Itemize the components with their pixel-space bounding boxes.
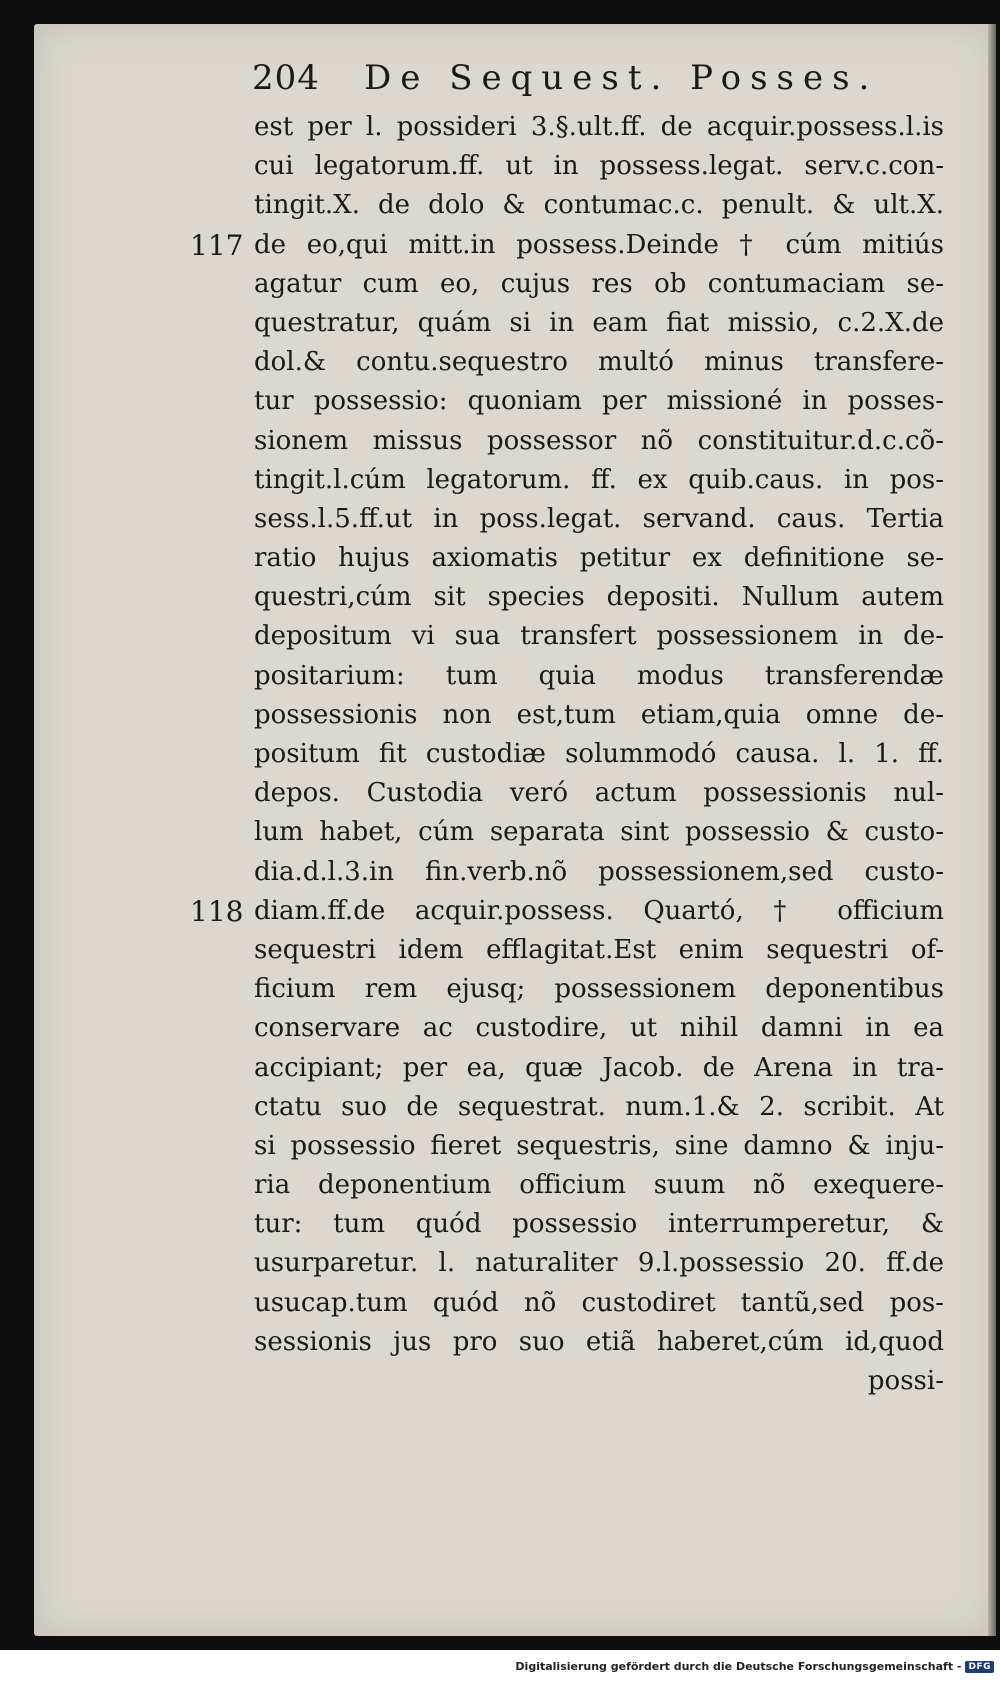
text-line xyxy=(254,1049,944,1088)
line-text: questri,cúm sit species depositi. Nullum autem xyxy=(254,582,944,613)
line-text: questratur, quám si in eam fiat missio, c.2.X.de xyxy=(254,307,944,338)
margin-number: 118 xyxy=(190,894,244,928)
text-line xyxy=(190,892,944,931)
page-edge xyxy=(988,24,996,1636)
line-text: cui legatorum.ff. ut in possess.legat. serv.c.con- xyxy=(254,151,944,182)
line-text: positum fit custodiæ solummodó causa. l. 1. ff. xyxy=(254,739,944,769)
text-line xyxy=(254,1127,944,1166)
text-line xyxy=(254,461,944,500)
body-text xyxy=(190,108,944,1401)
line-text: lum habet, cúm separata sint possessio & custo- xyxy=(254,817,944,848)
text-line xyxy=(254,813,944,852)
text-line xyxy=(254,931,944,970)
line-text: tur: tum quód possessio interrumperetur, & xyxy=(254,1209,944,1240)
text-line xyxy=(254,657,944,696)
line-text: est per l. possideri 3.§.ult.ff. de acquir.possess.l.is xyxy=(254,112,944,142)
line-text: ctatu suo de sequestrat. num.1.& 2. scribit. At xyxy=(254,1091,944,1122)
line-text: de eo,qui mitt.in possess.Deinde † cúm mitiús xyxy=(254,229,944,260)
line-text: usucap.tum quód nõ custodiret tantũ,sed pos- xyxy=(254,1287,944,1318)
text-line xyxy=(254,617,944,656)
line-text: positarium: tum quia modus transferendæ xyxy=(254,660,944,691)
line-text: accipiant; per ea, quæ Jacob. de Arena in tra- xyxy=(254,1052,944,1083)
text-line xyxy=(254,422,944,461)
credit-text: Digitalisierung gefördert durch die Deutsche Forschungsgemeinschaft - xyxy=(515,1660,962,1673)
text-line xyxy=(254,735,944,774)
line-text: ficium rem ejusq; possessionem deponentibus xyxy=(254,974,944,1005)
text-line xyxy=(254,1284,944,1323)
text-line xyxy=(254,147,944,186)
line-text: conservare ac custodire, ut nihil damni in ea xyxy=(254,1013,944,1044)
running-head: De Sequest. Posses. xyxy=(364,58,879,98)
line-text: agatur cum eo, cujus res ob contumaciam se- xyxy=(254,268,944,299)
line-text: si possessio fieret sequestris, sine damno & inju- xyxy=(254,1130,944,1161)
text-line xyxy=(254,1244,944,1283)
text-line xyxy=(254,1205,944,1244)
text-line xyxy=(254,1323,944,1362)
text-line xyxy=(254,853,944,892)
line-text: usurparetur. l. naturaliter 9.l.possessio 20. ff.de xyxy=(254,1248,944,1279)
line-text: diam.ff.de acquir.possess. Quartó, † officium xyxy=(254,895,944,926)
text-line xyxy=(254,1362,944,1401)
line-text: ria deponentium officium suum nõ exequere- xyxy=(254,1170,944,1201)
line-text: dol.& contu.sequestro multó minus transfere- xyxy=(254,347,944,378)
text-line xyxy=(254,1009,944,1048)
text-line xyxy=(254,382,944,421)
text-line xyxy=(254,696,944,735)
text-line xyxy=(254,774,944,813)
line-text: sess.l.5.ff.ut in poss.legat. servand. caus. Tertia xyxy=(254,503,944,534)
line-text: possi- xyxy=(867,1366,944,1396)
text-line xyxy=(254,343,944,382)
line-text: sionem missus possessor nõ constituitur.d.c.cõ- xyxy=(254,425,944,456)
text-line xyxy=(254,500,944,539)
page-header xyxy=(252,58,932,108)
text-line xyxy=(254,186,944,225)
text-line xyxy=(254,304,944,343)
margin-number: 117 xyxy=(190,228,244,262)
line-text: sequestri idem efflagitat.Est enim sequestri of- xyxy=(254,934,944,965)
text-line xyxy=(254,539,944,578)
line-text: depositum vi sua transfert possessionem in de- xyxy=(254,621,944,652)
line-text: tur possessio: quoniam per missioné in posses- xyxy=(254,386,944,417)
page-number: 204 xyxy=(252,58,320,98)
digitization-credit xyxy=(515,1660,994,1673)
line-text: depos. Custodia veró actum possessionis nul- xyxy=(254,778,944,809)
text-line xyxy=(254,265,944,304)
text-line xyxy=(254,1166,944,1205)
line-text: tingit.X. de dolo & contumac.c. penult. & ult.X. xyxy=(254,190,944,221)
text-line xyxy=(254,970,944,1009)
line-text: possessionis non est,tum etiam,quia omne de- xyxy=(254,699,944,730)
text-line xyxy=(190,226,944,265)
text-line xyxy=(254,578,944,617)
line-text: sessionis jus pro suo etiã haberet,cúm id,quod xyxy=(254,1326,944,1357)
line-text: dia.d.l.3.in fin.verb.nõ possessionem,sed custo- xyxy=(254,856,944,887)
text-line xyxy=(254,108,944,147)
line-text: tingit.l.cúm legatorum. ff. ex quib.caus. in pos- xyxy=(254,464,944,495)
dfg-logo: DFG xyxy=(965,1661,994,1673)
line-text: ratio hujus axiomatis petitur ex definitione se- xyxy=(254,543,944,574)
text-line xyxy=(254,1088,944,1127)
